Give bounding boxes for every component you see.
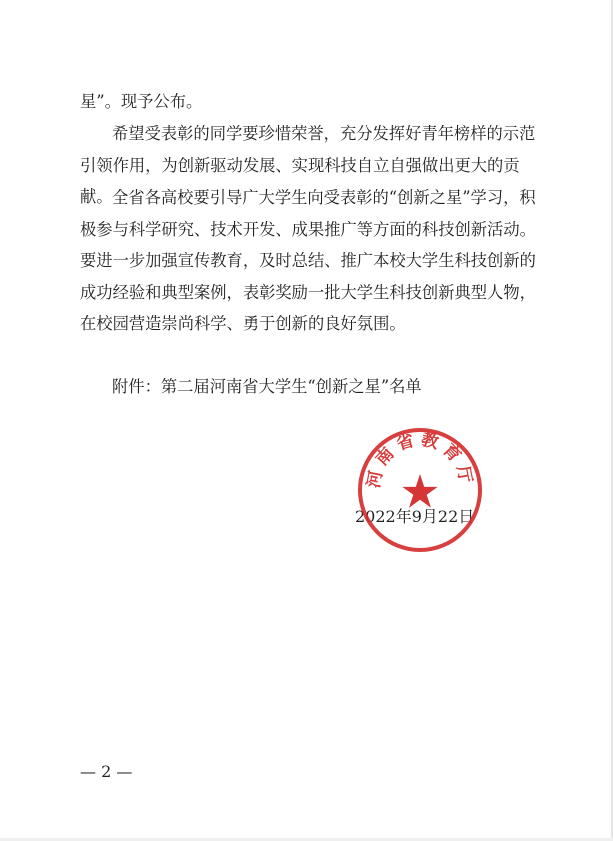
official-seal	[356, 426, 484, 554]
page-number: — 2 —	[80, 762, 133, 781]
issue-date: 2022年9月22日	[355, 507, 475, 526]
paragraph-hope: 希望受表彰的同学要珍惜荣誉，充分发挥好青年榜样的示范引领作用，为创新驱动发展、实现科技自立自强做出更大的贡献。	[80, 124, 536, 207]
star-icon	[402, 474, 437, 508]
seal-text: 河南省教育厅	[363, 429, 477, 490]
paragraph-continuation: 星”。现予公布。	[80, 92, 203, 111]
paragraph-guidance: 全省各高校要引导广大学生向受表彰的“创新之星”学习，积极参与科学研究、技术开发、成果推广等方面的科技创新活动。要进一步加强宣传教育，及时总结、推广本校大学生科技创新的成功经验和典型案例，表彰奖励一批大学生科技创新典型人物，在校园营造崇尚科学、勇于创新的良好氛围。	[80, 188, 536, 334]
attachment-line: 附件：第二届河南省大学生“创新之星”名单	[112, 377, 422, 396]
